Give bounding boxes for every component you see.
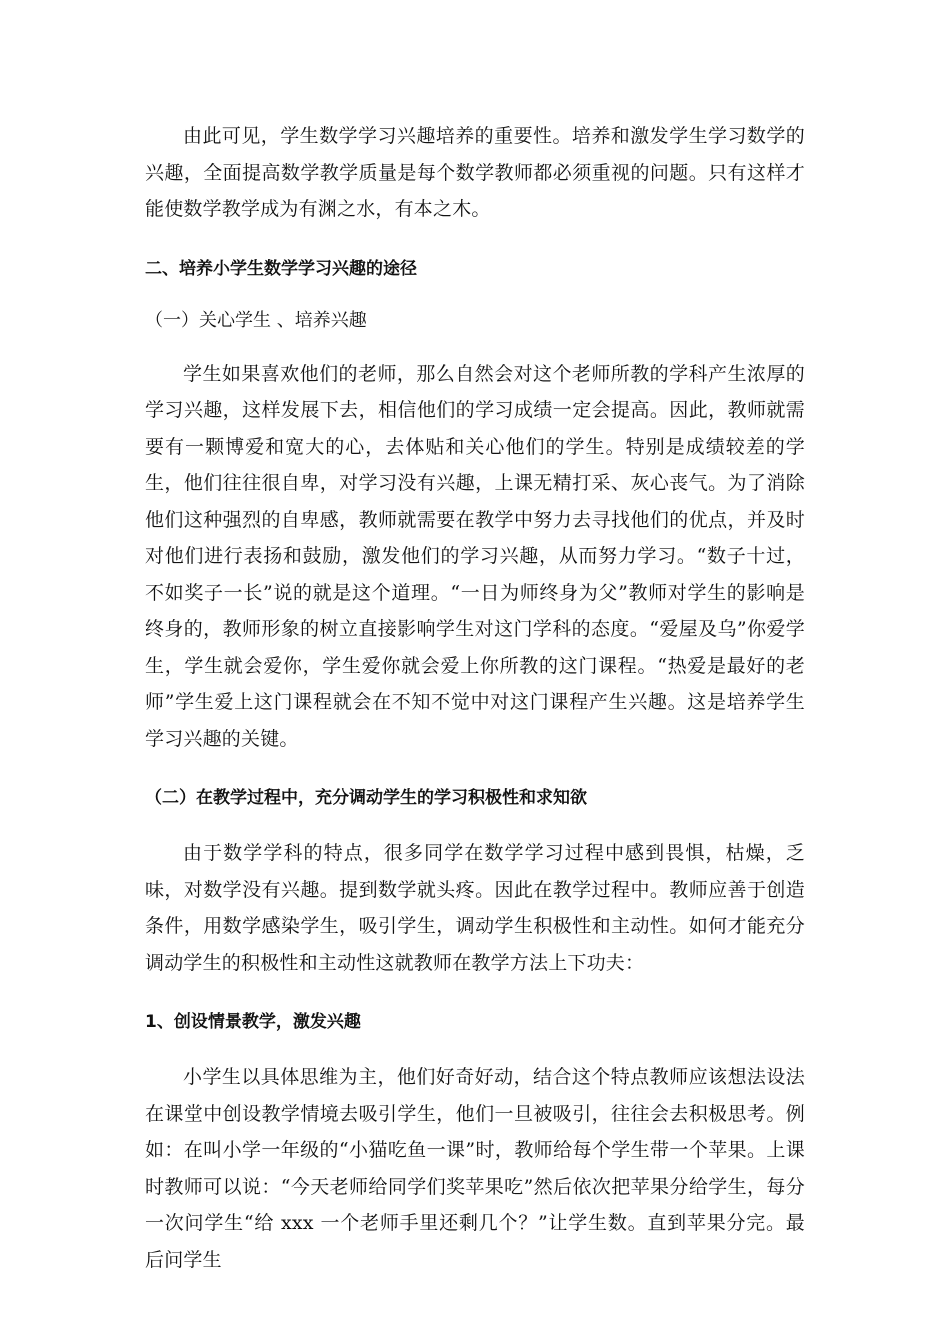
subheading-care-for-students: （一）关心学生 、培养兴趣	[145, 309, 367, 331]
paragraph-teaching-process: 由于数学学科的特点，很多同学在数学学习过程中感到畏惧，枯燥，乏味，对数学没有兴趣。提到数学就头疼。因此在教学过程中。教师应善于创造条件，用数学感染学生，吸引学生，调动学生积极性和主动性。如何才能充分调动学生的积极性和主动性这就教师在教学方法上下功夫：	[145, 842, 805, 974]
paragraph-care-for-students: 学生如果喜欢他们的老师，那么自然会对这个老师所教的学科产生浓厚的学习兴趣，这样发展下去，相信他们的学习成绩一定会提高。因此，教师就需要有一颗博爱和宽大的心，去体贴和关心他们的学生。特别是成绩较差的学生，他们往往很自卑，对学习没有兴趣，上课无精打采、灰心丧气。为了消除他们这种强烈的自卑感，教师就需要在教学中努力去寻找他们的优点，并及时对他们进行表扬和鼓励，激发他们的学习兴趣，从而努力学习。“数子十过，不如奖子一长”说的就是这个道理。“一日为师终身为父”教师对学生的影响是终身的，教师形象的树立直接影响学生对这门学科的态度。“爱屋及乌”你爱学生，学生就会爱你，学生爱你就会爱上你所教的这门课程。“热爱是最好的老师”学生爱上这门课程就会在不知不觉中对这门课程产生兴趣。这是培养学生学习兴趣的关键。	[145, 362, 805, 750]
paragraph-situational-teaching: 小学生以具体思维为主，他们好奇好动，结合这个特点教师应该想法设法在课堂中创设教学情境去吸引学生，他们一旦被吸引，往往会去积极思考。例如：在叫小学一年级的“小猫吃鱼一课”时，教师给每个学生带一个苹果。上课时教师可以说：“今天老师给同学们奖苹果吃”然后依次把苹果分给学生，每分一次问学生“给 xxx 一个老师手里还剩几个？”让学生数。直到苹果分完。最后问学生	[145, 1066, 805, 1271]
paragraph-importance-summary: 由此可见，学生数学学习兴趣培养的重要性。培养和激发学生学习数学的兴趣，全面提高数学教学质量是每个数学教师都必须重视的问题。只有这样才能使数学教学成为有渊之水，有本之木。	[145, 125, 805, 220]
subheading-situational-teaching: 1、创设情景教学，激发兴趣	[145, 1012, 361, 1032]
section-heading-approaches: 二、培养小学生数学学习兴趣的途径	[145, 258, 417, 279]
subheading-teaching-process: （二）在教学过程中，充分调动学生的学习积极性和求知欲	[145, 788, 587, 808]
document-page	[145, 118, 805, 1278]
